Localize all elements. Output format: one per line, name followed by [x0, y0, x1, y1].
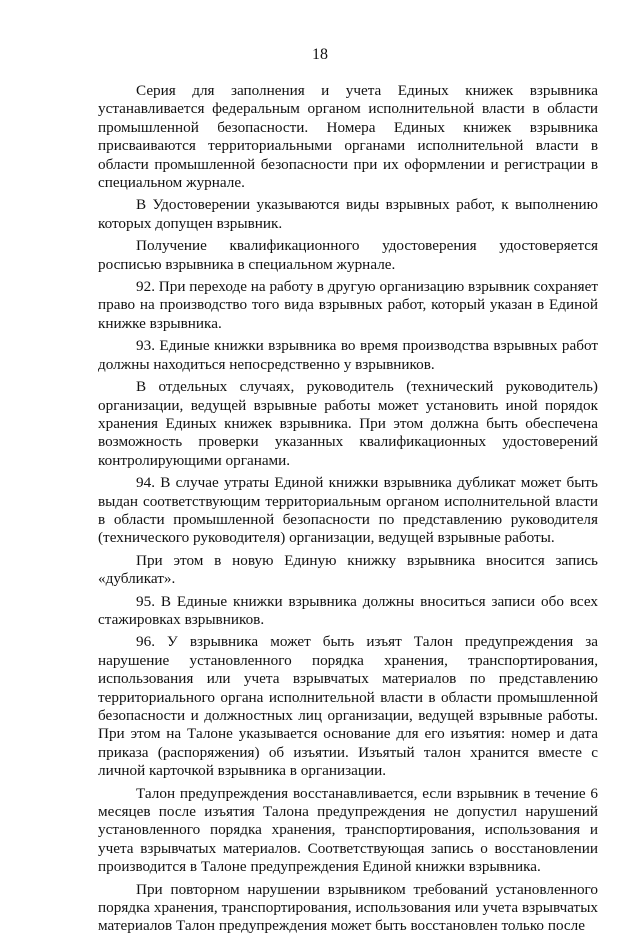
paragraph: При этом в новую Единую книжку взрывника вносится запись «дубликат». [98, 551, 598, 588]
paragraph: Талон предупреждения восстанавливается, если взрывник в течение 6 месяцев после изъятия Талона предупреждения не допустил нарушений установленного порядка хранения, транспортирования, использования и учета взрывчатых материалов. Соответствующая запись о восстановлении производится в Талоне предупреждения Единой книжки взрывника. [98, 784, 598, 876]
paragraph: Получение квалификационного удостоверения удостоверяется росписью взрывника в специальном журнале. [98, 237, 598, 273]
paragraph: При повторном нарушении взрывником требований установленного порядка хранения, транспортирования, использования или учета взрывчатых материалов Талон предупреждения может быть восстановлен только после [98, 880, 598, 935]
paragraph-96: 96. У взрывника может быть изъят Талон предупреждения за нарушение установленного порядка хранения, транспортирования, использования или учета взрывчатых материалов по представлению территориального органа исполнительной власти в области промышленной безопасности и должностных лиц организации, ведущей взрывные работы. При этом на Талоне указывается основание для его изъятия: номер и дата приказа (распоряжения) об изъятии. Изъятый талон хранится вместе с личной карточкой взрывника в организации. [98, 633, 598, 780]
paragraph-94: 94. В случае утраты Единой книжки взрывника дубликат может быть выдан соответствующим территориальным органом исполнительной власти в области промышленной безопасности по представлению руководителя (технического руководителя) организации, ведущей взрывные работы. [98, 474, 598, 547]
page-number: 18 [312, 46, 328, 63]
document-body [98, 82, 598, 940]
paragraph-95: 95. В Единые книжки взрывника должны вноситься записи обо всех стажировках взрывников. [98, 592, 598, 628]
paragraph: В Удостоверении указываются виды взрывных работ, к выполнению которых допущен взрывник. [98, 196, 598, 232]
paragraph: Серия для заполнения и учета Единых книжек взрывника устанавливается федеральным органом исполнительной власти в области промышленной безопасности. Номера Единых книжек взрывника присваиваются территориальными органами исполнительной власти в области промышленной безопасности при их оформлении и регистрации в специальном журнале. [98, 82, 598, 192]
paragraph: В отдельных случаях, руководитель (технический руководитель) организации, ведущей взрывные работы может установить иной порядок хранения Единых книжек взрывника. При этом должна быть обеспечена возможность проверки указанных квалификационных удостоверений контролирующими органами. [98, 378, 598, 469]
paragraph-93: 93. Единые книжки взрывника во время производства взрывных работ должны находиться непосредственно у взрывников. [98, 337, 598, 373]
paragraph-92: 92. При переходе на работу в другую организацию взрывник сохраняет право на производство того вида взрывных работ, который указан в Единой книжке взрывника. [98, 278, 598, 332]
